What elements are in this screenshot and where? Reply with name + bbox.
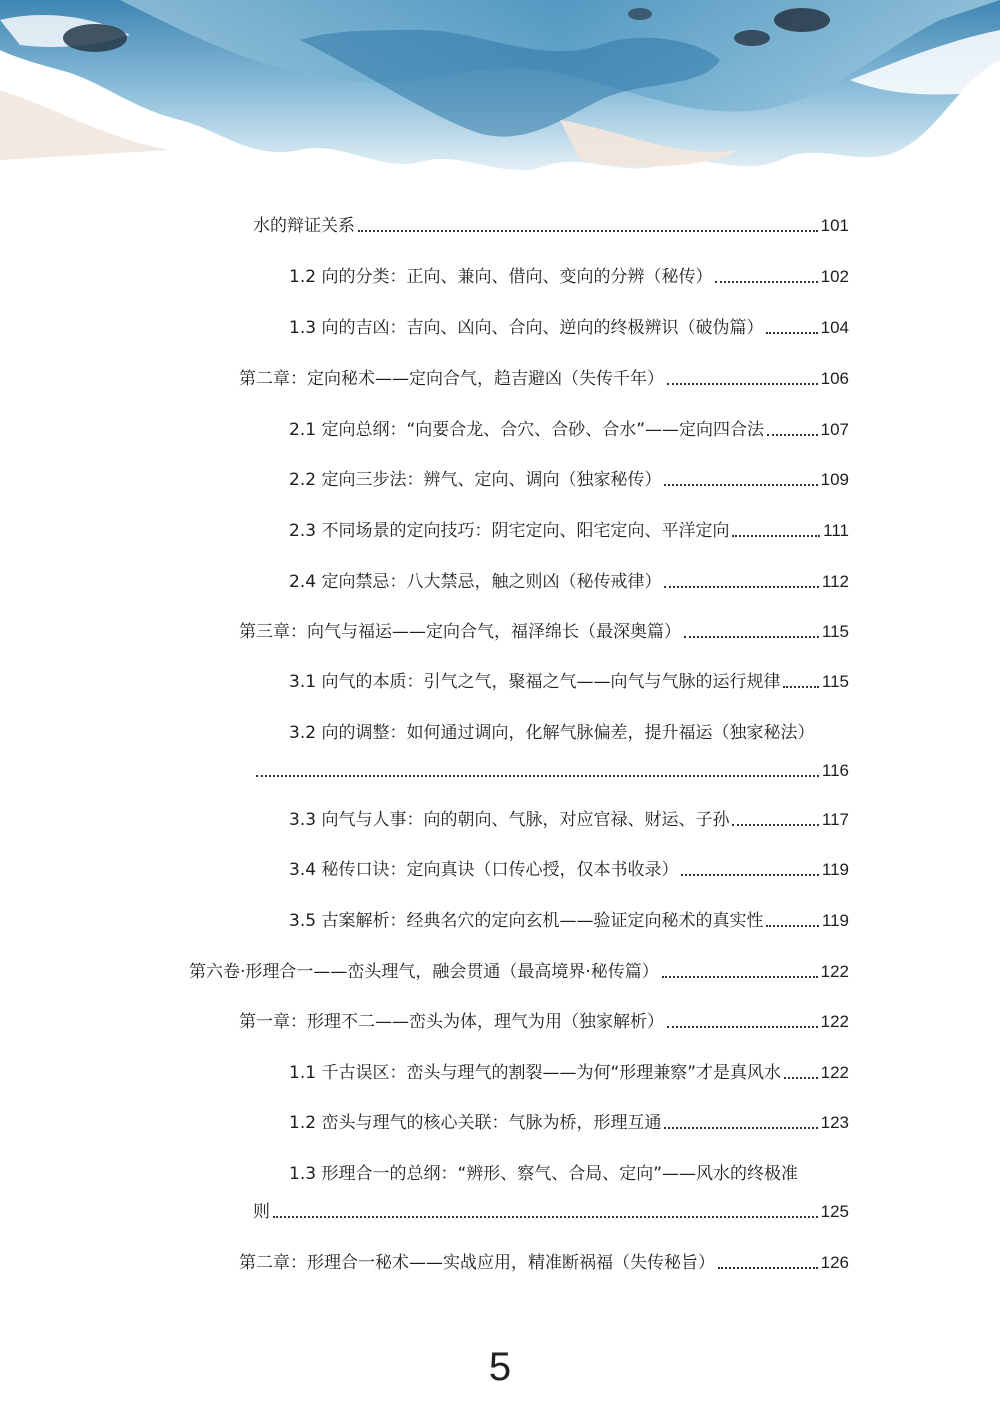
toc-entry-title: 2.2 定向三步法：辨气、定向、调向（独家秘传） bbox=[289, 470, 662, 490]
toc-entry-title: 3.4 秘传口诀：定向真诀（口传心授，仅本书收录） bbox=[289, 860, 679, 880]
toc-entry-page: 115 bbox=[821, 672, 849, 691]
toc-entry[interactable] bbox=[289, 853, 849, 881]
toc-entry[interactable] bbox=[289, 311, 849, 339]
toc-entry[interactable] bbox=[289, 260, 849, 288]
toc-entry[interactable] bbox=[289, 565, 849, 593]
toc-entry[interactable] bbox=[239, 1005, 849, 1033]
toc-entry-page: 126 bbox=[820, 1253, 849, 1272]
toc-leader-dots bbox=[667, 382, 818, 385]
toc-leader-dots bbox=[664, 1126, 817, 1129]
toc-leader-dots bbox=[784, 1076, 818, 1079]
toc-entry-title: 3.5 古案解析：经典名穴的定向玄机——验证定向秘术的真实性 bbox=[289, 911, 764, 931]
toc-entry-page: 119 bbox=[821, 860, 849, 879]
toc-entry[interactable] bbox=[289, 1056, 849, 1084]
toc-entry-continuation[interactable] bbox=[256, 754, 849, 782]
toc-entry-page: 122 bbox=[820, 1012, 849, 1031]
toc-entry[interactable] bbox=[239, 1246, 849, 1274]
toc-leader-dots bbox=[684, 635, 819, 638]
toc-entry-page: 112 bbox=[821, 572, 849, 591]
toc-entry-title: 第六卷·形理合一——峦头理气，融会贯通（最高境界·秘传篇） bbox=[189, 962, 659, 982]
toc-entry-title: 3.3 向气与人事：向的朝向、气脉，对应官禄、财运、子孙 bbox=[289, 810, 730, 830]
toc-entry-continuation[interactable] bbox=[253, 1195, 849, 1223]
toc-entry[interactable] bbox=[289, 803, 849, 831]
toc-entry-title: 1.1 千古误区：峦头与理气的割裂——为何“形理兼察”才是真风水 bbox=[289, 1063, 782, 1083]
toc-entry-page: 122 bbox=[820, 1063, 849, 1082]
toc-leader-dots bbox=[732, 534, 820, 537]
toc-entry-page: 104 bbox=[820, 318, 849, 337]
toc-entry-page: 115 bbox=[821, 622, 849, 641]
toc-entry-title: 3.2 向的调整：如何通过调向，化解气脉偏差，提升福运（独家秘法） bbox=[289, 723, 815, 743]
toc-leader-dots bbox=[766, 924, 818, 927]
toc-entry[interactable] bbox=[239, 362, 849, 390]
toc-leader-dots bbox=[681, 873, 818, 876]
toc-entry[interactable] bbox=[189, 955, 849, 983]
toc-entry-title: 2.3 不同场景的定向技巧：阴宅定向、阳宅定向、平洋定向 bbox=[289, 521, 730, 541]
toc-entry-title: 第一章：形理不二——峦头为体，理气为用（独家解析） bbox=[239, 1012, 664, 1032]
toc-leader-dots bbox=[715, 280, 817, 283]
toc-entry-title: 第三章：向气与福运——定向合气，福泽绵长（最深奥篇） bbox=[239, 622, 681, 642]
toc-leader-dots bbox=[767, 433, 818, 436]
toc-entry[interactable] bbox=[289, 514, 849, 542]
toc-entry[interactable] bbox=[253, 209, 849, 237]
toc-entry-page: 109 bbox=[820, 470, 849, 489]
toc-leader-dots bbox=[732, 823, 818, 826]
toc-entry-title: 1.3 形理合一的总纲：“辨形、察气、合局、定向”——风水的终极准 bbox=[289, 1164, 799, 1184]
toc-entry[interactable] bbox=[289, 716, 849, 744]
toc-entry-title: 第二章：形理合一秘术——实战应用，精准断祸福（失传秘旨） bbox=[239, 1253, 715, 1273]
toc-entry-page: 102 bbox=[820, 267, 849, 286]
toc-entry-page: 111 bbox=[823, 521, 849, 540]
toc-entry[interactable] bbox=[289, 413, 849, 441]
toc-entry-page: 107 bbox=[820, 420, 849, 439]
toc-entry-page: 116 bbox=[821, 761, 849, 780]
toc-leader-dots bbox=[664, 483, 817, 486]
toc-entry-page: 106 bbox=[820, 369, 849, 388]
toc-entry-title: 则 bbox=[253, 1202, 270, 1222]
toc-entry-title: 1.2 峦头与理气的核心关联：气脉为桥，形理互通 bbox=[289, 1113, 662, 1133]
toc-entry-page: 101 bbox=[820, 216, 849, 235]
toc-entry[interactable] bbox=[289, 904, 849, 932]
toc-leader-dots bbox=[783, 685, 818, 688]
toc-entry-page: 119 bbox=[821, 911, 849, 930]
toc-leader-dots bbox=[664, 585, 818, 588]
toc-entry-title: 1.3 向的吉凶：吉向、凶向、合向、逆向的终极辨识（破伪篇） bbox=[289, 318, 764, 338]
toc-entry[interactable] bbox=[289, 1157, 849, 1185]
toc-entry-title: 1.2 向的分类：正向、兼向、借向、变向的分辨（秘传） bbox=[289, 267, 713, 287]
toc-entry-page: 123 bbox=[820, 1113, 849, 1132]
toc-leader-dots bbox=[667, 1025, 818, 1028]
toc-entry[interactable] bbox=[289, 1106, 849, 1134]
toc-entry-title: 2.4 定向禁忌：八大禁忌，触之则凶（秘传戒律） bbox=[289, 572, 662, 592]
toc-leader-dots bbox=[766, 331, 817, 334]
page-number: 5 bbox=[488, 1345, 512, 1389]
toc-leader-dots bbox=[273, 1215, 818, 1218]
toc-leader-dots bbox=[662, 975, 818, 978]
toc-entry-page: 117 bbox=[821, 810, 849, 829]
toc-entry-title: 第二章：定向秘术——定向合气，趋吉避凶（失传千年） bbox=[239, 369, 664, 389]
toc-entry-title: 3.1 向气的本质：引气之气，聚福之气——向气与气脉的运行规律 bbox=[289, 672, 781, 692]
toc-leader-dots bbox=[358, 229, 818, 232]
toc-entry[interactable] bbox=[289, 463, 849, 491]
toc-leader-dots bbox=[718, 1266, 818, 1269]
toc-leader-dots bbox=[256, 774, 819, 777]
toc-entry-page: 125 bbox=[820, 1202, 849, 1221]
toc-entry-page: 122 bbox=[820, 962, 849, 981]
toc-entry-title: 水的辩证关系 bbox=[253, 216, 355, 236]
toc-entry[interactable] bbox=[289, 665, 849, 693]
toc-entry-title: 2.1 定向总纲：“向要合龙、合穴、合砂、合水”——定向四合法 bbox=[289, 420, 765, 440]
toc-entry[interactable] bbox=[239, 615, 849, 643]
